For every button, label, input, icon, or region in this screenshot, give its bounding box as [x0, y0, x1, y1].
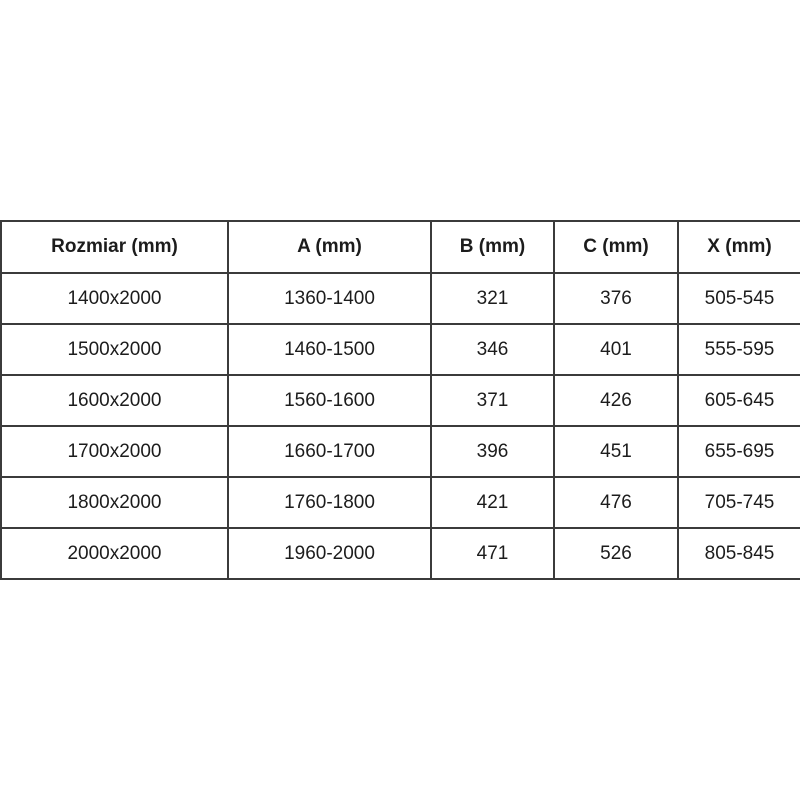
cell-b: 346 [431, 324, 554, 375]
cell-rozmiar: 2000x2000 [1, 528, 228, 579]
cell-rozmiar: 1400x2000 [1, 273, 228, 324]
cell-rozmiar: 1500x2000 [1, 324, 228, 375]
cell-c: 451 [554, 426, 678, 477]
column-header-b: B (mm) [431, 221, 554, 273]
cell-x: 705-745 [678, 477, 800, 528]
column-header-x: X (mm) [678, 221, 800, 273]
cell-rozmiar: 1600x2000 [1, 375, 228, 426]
table-row [1, 324, 800, 375]
cell-rozmiar: 1800x2000 [1, 477, 228, 528]
cell-c: 376 [554, 273, 678, 324]
table-row [1, 477, 800, 528]
table-row [1, 426, 800, 477]
cell-x: 505-545 [678, 273, 800, 324]
column-header-a: A (mm) [228, 221, 431, 273]
table-row [1, 528, 800, 579]
cell-c: 426 [554, 375, 678, 426]
column-header-rozmiar: Rozmiar (mm) [1, 221, 228, 273]
header-row [1, 221, 800, 273]
spec-table-container [0, 220, 800, 580]
column-header-c: C (mm) [554, 221, 678, 273]
cell-a: 1560-1600 [228, 375, 431, 426]
cell-a: 1460-1500 [228, 324, 431, 375]
cell-x: 555-595 [678, 324, 800, 375]
cell-c: 476 [554, 477, 678, 528]
cell-x: 805-845 [678, 528, 800, 579]
cell-a: 1760-1800 [228, 477, 431, 528]
cell-b: 421 [431, 477, 554, 528]
table-row [1, 273, 800, 324]
cell-c: 526 [554, 528, 678, 579]
cell-b: 371 [431, 375, 554, 426]
cell-x: 655-695 [678, 426, 800, 477]
spec-table [0, 220, 800, 580]
cell-b: 321 [431, 273, 554, 324]
cell-a: 1660-1700 [228, 426, 431, 477]
cell-rozmiar: 1700x2000 [1, 426, 228, 477]
cell-c: 401 [554, 324, 678, 375]
cell-b: 471 [431, 528, 554, 579]
cell-x: 605-645 [678, 375, 800, 426]
cell-a: 1960-2000 [228, 528, 431, 579]
cell-b: 396 [431, 426, 554, 477]
table-row [1, 375, 800, 426]
cell-a: 1360-1400 [228, 273, 431, 324]
